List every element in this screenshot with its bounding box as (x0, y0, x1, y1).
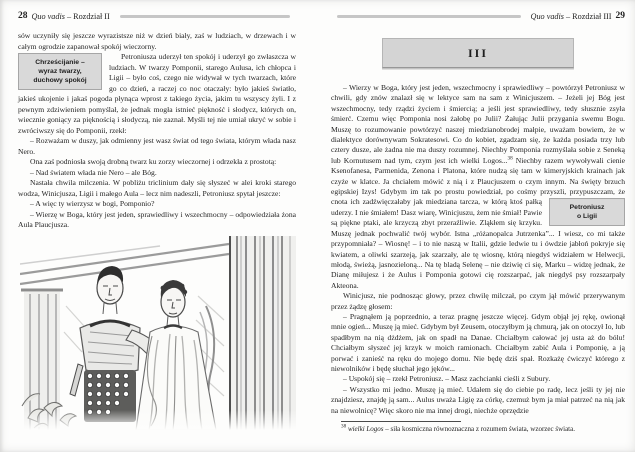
body-paragraph: Ona zaś podniosła swoją drobną twarz ku zorzy wieczornej i odrzekła z prostotą: (30, 157, 277, 166)
page-number-left: 28 (18, 11, 28, 21)
running-title-left (32, 10, 110, 23)
page-number-right: 29 (615, 11, 625, 21)
body-paragraph: – Nad światem włada nie Nero – ale Bóg. (30, 167, 157, 177)
paragraph-segment: cnota ich zadźwięczałaby jak miedziana tarcza, w którą ktoś pałką uderzy. I nie śmiałem! Dasz wiarę, Winicjuszu, żem nie śmiał! Pawie są piękne ptaki, ale krzyczą zbyt przeraźliwie. Zląkłem się krzyku. Muszę jednak pochwalić twój wybór. Istna „różanopalca Jutrzenka”... I wiesz, co mi także przypomniała? – Wiosnę! – i to nie naszą w Italii, gdzie ledwie tu i ówdzie jabłoń pokryje się kwiatem, a oliwki szarzeją, jak szarzały, ale tę wiosnę, którą niegdyś widziałem w Helwecji, młodą, świeżą, jasnozieloną... Na tę bladą Selenę – nie dziwię ci się, Marku – widzę jednak, że Dianę miłujesz i że Aulus i Pomponia gotowi cię rozszarpać, jak niegdyś psy rozszarpały Akteona. (331, 197, 625, 290)
footnote-rule (341, 421, 461, 422)
margin-note-line: wyraz twarzy, (38, 68, 82, 75)
chapter-number: III (467, 46, 488, 60)
chapter-heading-box (382, 38, 574, 68)
book-title: Quo vadis (31, 12, 65, 21)
left-body-text (18, 31, 296, 231)
running-header-left (18, 10, 296, 23)
footnote-definition: – siła kosmiczna równoznaczna z rozumem świata, wzorzec świata. (383, 425, 575, 433)
margin-note-christians (18, 53, 102, 90)
body-paragraph (331, 83, 625, 291)
illustration-drawing (20, 236, 296, 430)
header-rule-right (337, 15, 521, 18)
body-paragraph: sów uczyniły się jeszcze wyrazistsze niż w dzień biały, zaś w ludziach, w drzewach i w całym ogrodzie zapanował spokój wieczorny. (18, 31, 296, 51)
running-header-right (331, 10, 625, 23)
paragraph-segment: – Wierzy w Boga, który jest jeden, wszechmocny i sprawiedliwy – powtórzył Petroniusz w chwili, gdy znów znalazł się w lektyce sam na sam z Winicjuszem. – Jeżeli jej Bóg jest wszechmocny, tedy rządzi życiem i śmiercią; a jeśli jest sprawiedliwy, tedy słusznie zsyła śmierć. Czemu więc Pomponia nosi żałobę po Julii? Żałując Julii przygania swemu Bogu. Muszę to rozumowanie powtórzyć naszej miedzianobrodej małpie, uważam bowiem, że w dialektyce dorównywam Sokratesowi. Co do kobiet, zgadzam się, że każda posiada trzy lub cztery dusze, ale żadna nie ma duszy rozumnej. Niechby Pomponia rozmyślała sobie z Seneką lub Kornutusem nad tym, czym jest ich wielki Logos... (331, 83, 625, 165)
page-right (318, 0, 635, 452)
footnote-area (331, 421, 623, 434)
header-rule-left (120, 15, 290, 18)
footnote-ref: 38 (507, 155, 513, 162)
margin-note-line: Chrześcijanie – (35, 59, 85, 66)
body-paragraph: Nastała chwila milczenia. W pobliżu triclinium dały się słyszeć w alei kroki starego wodza, Winicjusza, Ligii i małego Aula – lecz nim nadeszli, Petroniusz spytał jeszcze: (18, 178, 296, 198)
body-paragraph: – Uspokój się – rzekł Petroniusz. – Masz zachcianki cieśli z Subury. (343, 374, 551, 384)
illustration-two-romans (20, 236, 296, 430)
chapter-label-right: – Rozdział III (566, 12, 612, 21)
body-paragraph: – Rozważam w duszy, jak odmienny jest wasz świat od tego świata, którym włada nasz Nero. (18, 136, 296, 156)
body-paragraph: – Wszystko mi jedno. Muszę ją mieć. Udałem się do ciebie po radę, lecz jeśli ty jej nie znajdziesz, znajdę ją sam... Aulus uważa Ligię za córkę, czemuż bym ja miał patrzeć na nią jak na niewolnicę? Więc skoro nie ma innej drogi, niechże oprzędzie (331, 384, 625, 415)
book-title: Quo vadis (530, 12, 564, 21)
margin-note-line: Petroniusz (569, 204, 605, 212)
footnote-text (341, 425, 623, 434)
right-body-text (331, 83, 625, 416)
body-paragraph: – Wierzę w Boga, który jest jeden, sprawiedliwy i wszechmocny – odpowiedziała żona Aula Plaucjusza. (18, 209, 296, 229)
chapter-label-left: – Rozdział II (66, 12, 110, 21)
body-paragraph: – A więc ty wierzysz w bogi, Pomponio? (30, 199, 155, 208)
footnote-term: wielki Logos (347, 425, 384, 433)
running-title-right (531, 10, 612, 23)
paragraph-segment: Niechby razem wywoływali cienie Ksenofanesa, Parmenida, Zenona i Platona, które nudzą się tam w kimeryjskich krainach jak czyże w klatce. Ja chciałem mówić z nią i z Plaucjuszem o czym innym. Na święty brzuch egipskiej Izys! Gdybym im tak po prostu powiedział, po cośmy przyszli, przypuszczam, że (331, 155, 625, 197)
body-paragraph: Winicjusz, nie podnosząc głowy, przez chwilę milczał, po czym jął mówić przerywanym przez żądzę głosem: (331, 291, 625, 311)
body-paragraph: Petroniusza uderzył ten spokój i uderzył go zwłaszcza w ludziach. W twarzy Pomponii, starego Aulusa, ich chłopca i Ligii – było coś, czego nie widywał w tych twarzach, które go co dzień, a raczej co noc otaczały: było jakieś światło, jakieś ukojenie i jakaś pogoda płynąca wprost z takiego życia, jakim tu wszyscy żyli. I z pewnym zdziwieniem pomyślał, że jednak mogła istnieć piękność i słodycz, których on, wiecznie goniący za pięknością i słodyczą, nie zaznał. Myśli tej nie umiał ukryć w sobie i zwróciwszy się do Pomponii, rzekł: (18, 52, 296, 135)
body-paragraph: – Pragnąłem ją poprzednio, a teraz pragnę jeszcze więcej. Gdym objął jej rękę, owionął mnie ogień... Muszę ją mieć. Gdybym był Zeusem, otoczyłbym ją chmurą, jak on otoczył Io, lub spadłbym na nią dżdżem, jak on spadł na Danae. Chciałbym całować jej usta aż do bólu! Chciałbym słyszeć jej krzyk w moich ramionach. Chciałbym zabić Aula i Pomponię, a ją porwać i zanieść na ręku do mojego domu. Nie będę dziś spał. Rozkażę ćwiczyć którego z niewolników i będę słuchał jego jęków... (331, 311, 625, 373)
margin-note-petroniusz (549, 198, 625, 226)
margin-note-line: o Ligii (576, 213, 597, 221)
margin-note-line: duchowy spokój (33, 77, 87, 84)
footnote-marker: 38 (341, 423, 347, 430)
